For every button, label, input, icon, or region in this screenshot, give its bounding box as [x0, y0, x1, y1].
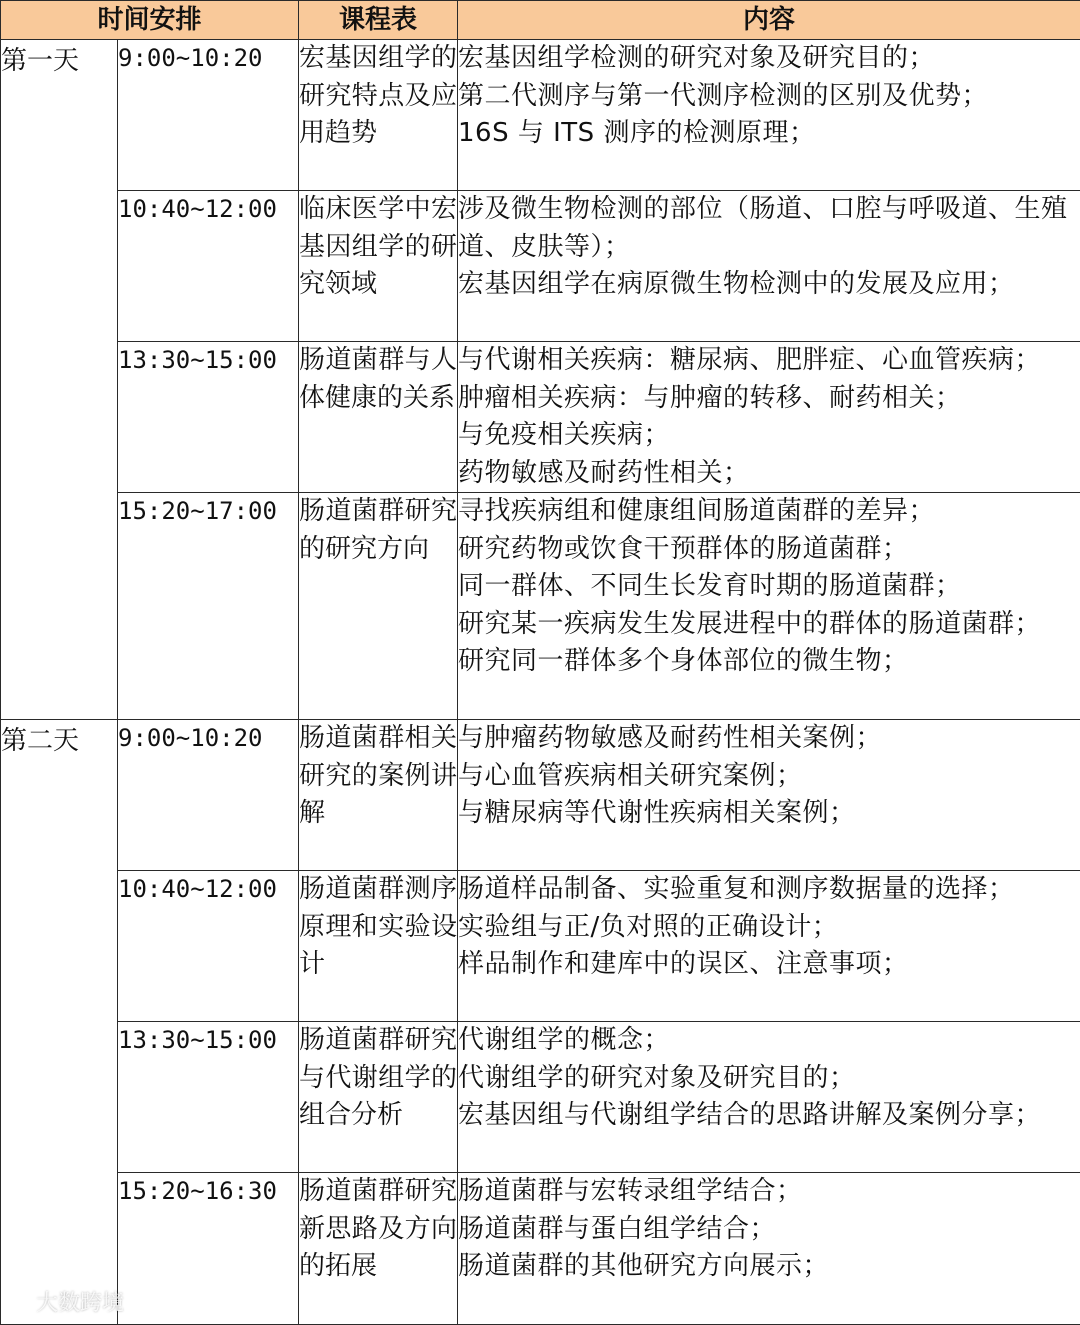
day-label: 第二天	[1, 720, 118, 1325]
session-course: 宏基因组学的研究特点及应用趋势	[299, 40, 458, 191]
session-time: 15:20~17:00	[118, 493, 299, 720]
session-content	[458, 1022, 1080, 1173]
content-line: 药物敏感及耐药性相关；	[458, 455, 1080, 493]
content-line: 第二代测序与第一代测序检测的区别及优势；	[458, 78, 1080, 116]
session-course: 肠道菌群与人体健康的关系	[299, 342, 458, 493]
session-time: 10:40~12:00	[118, 871, 299, 1022]
session-content	[458, 191, 1080, 342]
session-content	[458, 720, 1080, 871]
header-course: 课程表	[299, 1, 458, 40]
table-row	[1, 191, 1080, 342]
session-time: 9:00~10:20	[118, 720, 299, 871]
content-line: 宏基因组与代谢组学结合的思路讲解及案例分享；	[458, 1097, 1080, 1135]
content-line: 实验组与正/负对照的正确设计；	[458, 909, 1080, 947]
content-line: 研究某一疾病发生发展进程中的群体的肠道菌群；	[458, 606, 1080, 644]
session-content	[458, 871, 1080, 1022]
header-content: 内容	[458, 1, 1080, 40]
session-course: 肠道菌群研究新思路及方向的拓展	[299, 1173, 458, 1325]
content-line: 与肿瘤药物敏感及耐药性相关案例；	[458, 720, 1080, 758]
content-line: 研究同一群体多个身体部位的微生物；	[458, 643, 1080, 681]
content-line: 肠道样品制备、实验重复和测序数据量的选择；	[458, 871, 1080, 909]
content-line: 肠道菌群与宏转录组学结合；	[458, 1173, 1080, 1211]
content-line: 代谢组学的研究对象及研究目的；	[458, 1060, 1080, 1098]
session-course: 临床医学中宏基因组学的研究领域	[299, 191, 458, 342]
watermark-text: 大数跨境	[36, 1286, 124, 1317]
content-line: 涉及微生物检测的部位（肠道、口腔与呼吸道、生殖道、皮肤等）；	[458, 191, 1080, 266]
session-content	[458, 40, 1080, 191]
session-time: 10:40~12:00	[118, 191, 299, 342]
session-time: 13:30~15:00	[118, 1022, 299, 1173]
day-label: 第一天	[1, 40, 118, 720]
session-content	[458, 1173, 1080, 1325]
session-time: 9:00~10:20	[118, 40, 299, 191]
session-content	[458, 342, 1080, 493]
table-row	[1, 871, 1080, 1022]
content-line: 与心血管疾病相关研究案例；	[458, 758, 1080, 796]
content-line: 同一群体、不同生长发育时期的肠道菌群；	[458, 568, 1080, 606]
content-line: 与糖尿病等代谢性疾病相关案例；	[458, 795, 1080, 833]
content-line: 寻找疾病组和健康组间肠道菌群的差异；	[458, 493, 1080, 531]
table-body	[1, 40, 1080, 1325]
content-line: 与免疫相关疾病；	[458, 417, 1080, 455]
content-line: 肠道菌群的其他研究方向展示；	[458, 1248, 1080, 1286]
session-content	[458, 493, 1080, 720]
content-line: 16S 与 ITS 测序的检测原理；	[458, 115, 1080, 153]
table-row	[1, 493, 1080, 720]
content-line: 代谢组学的概念；	[458, 1022, 1080, 1060]
content-line: 宏基因组学检测的研究对象及研究目的；	[458, 40, 1080, 78]
content-line: 宏基因组学在病原微生物检测中的发展及应用；	[458, 266, 1080, 304]
weibo-logo-icon	[6, 1288, 32, 1316]
table-row	[1, 1022, 1080, 1173]
header-time: 时间安排	[1, 1, 299, 40]
session-course: 肠道菌群相关研究的案例讲解	[299, 720, 458, 871]
session-time: 13:30~15:00	[118, 342, 299, 493]
table-row	[1, 720, 1080, 871]
content-line: 样品制作和建库中的误区、注意事项；	[458, 946, 1080, 984]
session-course: 肠道菌群研究与代谢组学的组合分析	[299, 1022, 458, 1173]
content-line: 与代谢相关疾病：糖尿病、肥胖症、心血管疾病；	[458, 342, 1080, 380]
session-course: 肠道菌群测序原理和实验设计	[299, 871, 458, 1022]
content-line: 肿瘤相关疾病：与肿瘤的转移、耐药相关；	[458, 380, 1080, 418]
content-line: 肠道菌群与蛋白组学结合；	[458, 1211, 1080, 1249]
table-row	[1, 1173, 1080, 1325]
table-row	[1, 40, 1080, 191]
table-row	[1, 342, 1080, 493]
content-line: 研究药物或饮食干预群体的肠道菌群；	[458, 531, 1080, 569]
session-course: 肠道菌群研究的研究方向	[299, 493, 458, 720]
table-header	[1, 1, 1080, 40]
session-time: 15:20~16:30	[118, 1173, 299, 1325]
watermark	[6, 1286, 124, 1317]
